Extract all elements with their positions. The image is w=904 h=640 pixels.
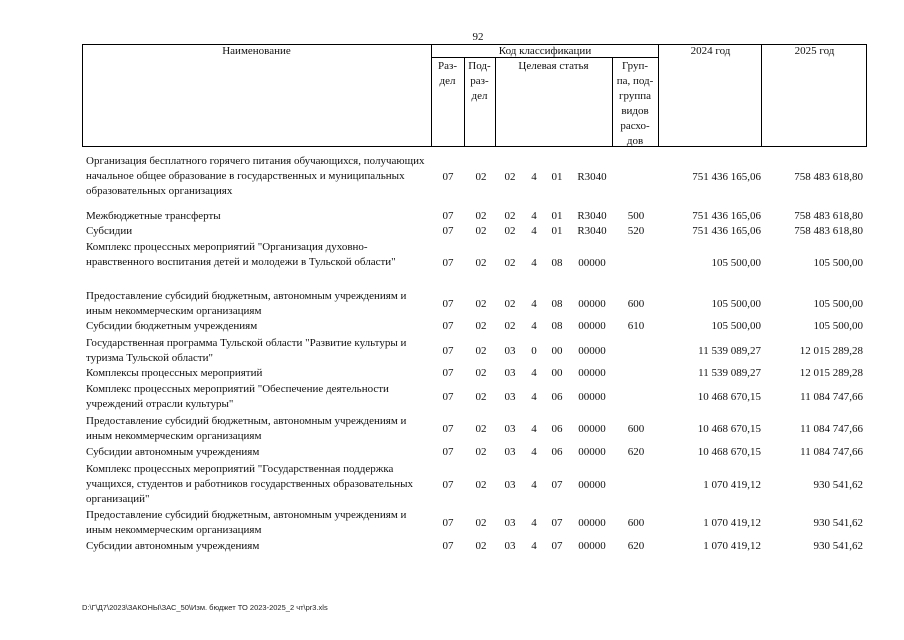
row-target-structure: 00 <box>551 367 563 379</box>
row-name: Субсидии бюджетным учреждениям <box>86 320 258 332</box>
row-target-structure: 06 <box>551 423 563 435</box>
row-name: Организация бесплатного горячего питания обучающихся, получающих начальное общее образование в государственных и муниципальных образовательных организациях <box>86 155 425 197</box>
row-name: Комплекс процессных мероприятий "Организация духовно-нравственного воспитания детей и молодежи в Тульской области" <box>86 241 396 268</box>
row-2025: 12 015 289,28 <box>799 345 863 357</box>
table-row <box>82 413 867 445</box>
row-target-structure: 08 <box>551 298 563 310</box>
row-2024: 10 468 670,15 <box>697 423 761 435</box>
row-2025: 105 500,00 <box>813 257 863 269</box>
row-target-structure: 07 <box>551 540 563 552</box>
row-target-type: 4 <box>531 171 537 183</box>
row-target-program: 03 <box>504 479 516 491</box>
table-row <box>82 538 867 553</box>
row-target-structure: 08 <box>551 257 563 269</box>
row-target-structure: 08 <box>551 320 563 332</box>
row-podrazdel: 02 <box>475 210 487 222</box>
row-razdel: 07 <box>442 345 454 357</box>
table-row <box>82 335 867 367</box>
row-name: Межбюджетные трансферты <box>86 210 221 222</box>
row-target-type: 4 <box>531 225 537 237</box>
row-target-program: 02 <box>504 210 516 222</box>
row-target-direction: 00000 <box>578 479 606 491</box>
table-row <box>82 444 867 459</box>
header-group-line: дов <box>626 135 644 147</box>
row-name: Субсидии <box>86 225 133 237</box>
row-target-type: 4 <box>531 517 537 529</box>
row-podrazdel: 02 <box>475 540 487 552</box>
row-target-type: 4 <box>531 446 537 458</box>
row-expense-type: 600 <box>627 423 645 435</box>
row-razdel: 07 <box>442 320 454 332</box>
row-razdel: 07 <box>442 517 454 529</box>
row-2025: 758 483 618,80 <box>794 210 863 222</box>
row-target-structure: 01 <box>551 171 563 183</box>
table-header <box>82 44 867 147</box>
row-razdel: 07 <box>442 391 454 403</box>
header-target: Целевая статья <box>518 60 589 72</box>
header-2024: 2024 год <box>690 45 731 57</box>
row-target-direction: 00000 <box>578 298 606 310</box>
row-target-type: 4 <box>531 298 537 310</box>
row-target-program: 02 <box>504 298 516 310</box>
header-razdel-line: Раз- <box>437 60 457 72</box>
row-target-direction: R3040 <box>577 210 607 222</box>
row-expense-type: 620 <box>627 446 645 458</box>
row-podrazdel: 02 <box>475 423 487 435</box>
row-razdel: 07 <box>442 423 454 435</box>
row-name: Предоставление субсидий бюджетным, автономным учреждениям и иным некоммерческим организациям <box>86 290 407 317</box>
header-divider <box>658 44 659 147</box>
table-row <box>82 288 867 320</box>
row-expense-type: 610 <box>627 320 645 332</box>
header-group-line: видов <box>621 105 649 117</box>
row-target-direction: 00000 <box>578 320 606 332</box>
row-podrazdel: 02 <box>475 479 487 491</box>
table-row <box>82 208 867 223</box>
row-podrazdel: 02 <box>475 446 487 458</box>
row-razdel: 07 <box>442 367 454 379</box>
row-2025: 930 541,62 <box>813 540 863 552</box>
header-right-border <box>866 44 867 147</box>
table-row <box>82 381 867 413</box>
row-2025: 11 084 747,66 <box>800 446 863 458</box>
row-podrazdel: 02 <box>475 298 487 310</box>
header-podrazdel-line: дел <box>471 90 488 102</box>
row-2024: 1 070 419,12 <box>703 517 761 529</box>
header-group-line: расхо- <box>620 120 650 132</box>
row-target-structure: 06 <box>551 446 563 458</box>
row-podrazdel: 02 <box>475 391 487 403</box>
row-podrazdel: 02 <box>475 345 487 357</box>
row-target-type: 4 <box>531 367 537 379</box>
row-expense-type: 620 <box>627 540 645 552</box>
table-row <box>82 223 867 238</box>
header-divider <box>761 44 762 147</box>
row-name: Предоставление субсидий бюджетным, автономным учреждениям и иным некоммерческим организациям <box>86 415 407 442</box>
row-target-structure: 01 <box>551 225 563 237</box>
row-target-type: 4 <box>531 257 537 269</box>
row-target-direction: 00000 <box>578 423 606 435</box>
row-target-type: 4 <box>531 423 537 435</box>
row-target-program: 03 <box>504 367 516 379</box>
row-target-structure: 07 <box>551 517 563 529</box>
header-name: Наименование <box>222 45 291 57</box>
row-target-direction: 00000 <box>578 367 606 379</box>
header-group-line: Груп- <box>621 60 649 72</box>
row-target-program: 02 <box>504 320 516 332</box>
row-2024: 105 500,00 <box>711 320 761 332</box>
row-2025: 758 483 618,80 <box>794 225 863 237</box>
row-2025: 105 500,00 <box>813 298 863 310</box>
row-target-direction: 00000 <box>578 446 606 458</box>
row-expense-type: 500 <box>627 210 645 222</box>
row-razdel: 07 <box>442 479 454 491</box>
row-2024: 1 070 419,12 <box>703 540 761 552</box>
row-name: Предоставление субсидий бюджетным, автономным учреждениям и иным некоммерческим организациям <box>86 509 407 536</box>
row-target-type: 4 <box>531 210 537 222</box>
row-target-program: 03 <box>504 345 516 357</box>
row-2024: 751 436 165,06 <box>692 210 761 222</box>
row-target-program: 02 <box>504 171 516 183</box>
row-razdel: 07 <box>442 446 454 458</box>
header-group-line: па, под- <box>616 75 654 87</box>
row-target-program: 03 <box>504 517 516 529</box>
row-target-program: 03 <box>504 423 516 435</box>
row-name: Субсидии автономным учреждениям <box>86 540 260 552</box>
row-2025: 758 483 618,80 <box>794 171 863 183</box>
row-2024: 751 436 165,06 <box>692 171 761 183</box>
row-target-program: 03 <box>504 446 516 458</box>
table-row <box>82 318 867 333</box>
row-podrazdel: 02 <box>475 257 487 269</box>
header-podrazdel <box>464 59 495 104</box>
row-target-direction: 00000 <box>578 540 606 552</box>
row-target-structure: 00 <box>551 345 563 357</box>
row-target-program: 03 <box>504 391 516 403</box>
row-target-direction: 00000 <box>578 391 606 403</box>
row-target-program: 02 <box>504 225 516 237</box>
row-target-type: 4 <box>531 320 537 332</box>
row-2024: 105 500,00 <box>711 298 761 310</box>
row-2024: 10 468 670,15 <box>697 446 761 458</box>
row-target-type: 4 <box>531 540 537 552</box>
row-podrazdel: 02 <box>475 225 487 237</box>
table-row <box>82 239 867 287</box>
header-razdel <box>431 59 464 89</box>
row-target-direction: 00000 <box>578 345 606 357</box>
header-bottom-border <box>82 146 867 147</box>
row-target-direction: R3040 <box>577 171 607 183</box>
row-razdel: 07 <box>442 298 454 310</box>
header-group <box>612 59 658 149</box>
row-target-structure: 06 <box>551 391 563 403</box>
file-path-footer: D:\Г\Д7\2023\ЗАКОНЫ\ЗАС_50\Изм. бюджет ТО 2023-2025_2 чт\pr3.xls <box>82 603 328 612</box>
row-target-direction: R3040 <box>577 225 607 237</box>
row-name: Комплексы процессных мероприятий <box>86 367 263 379</box>
header-group-line: группа <box>618 90 652 102</box>
header-podrazdel-line: Под- <box>468 60 491 72</box>
row-2024: 105 500,00 <box>711 257 761 269</box>
row-podrazdel: 02 <box>475 517 487 529</box>
table-row <box>82 461 867 509</box>
row-podrazdel: 02 <box>475 320 487 332</box>
table-row <box>82 507 867 539</box>
row-name: Комплекс процессных мероприятий "Обеспечение деятельности учреждений отрасли культуры" <box>86 383 389 410</box>
header-podrazdel-line: раз- <box>470 75 489 87</box>
row-2025: 11 084 747,66 <box>800 391 863 403</box>
row-target-program: 03 <box>504 540 516 552</box>
row-name: Государственная программа Тульской области "Развитие культуры и туризма Тульской области" <box>86 337 407 364</box>
row-2025: 930 541,62 <box>813 517 863 529</box>
row-target-type: 0 <box>531 345 537 357</box>
row-2025: 105 500,00 <box>813 320 863 332</box>
row-2024: 10 468 670,15 <box>697 391 761 403</box>
row-razdel: 07 <box>442 540 454 552</box>
page-number: 92 <box>472 31 484 43</box>
header-code: Код классификации <box>498 45 592 57</box>
row-name: Комплекс процессных мероприятий "Государственная поддержка учащихся, студентов и работников государственных образовательных организаций" <box>86 463 414 505</box>
table-row <box>82 365 867 380</box>
row-target-direction: 00000 <box>578 517 606 529</box>
row-razdel: 07 <box>442 257 454 269</box>
header-2025: 2025 год <box>794 45 835 57</box>
row-target-program: 02 <box>504 257 516 269</box>
row-target-structure: 01 <box>551 210 563 222</box>
row-2025: 930 541,62 <box>813 479 863 491</box>
row-target-type: 4 <box>531 391 537 403</box>
row-expense-type: 520 <box>627 225 645 237</box>
row-name: Субсидии автономным учреждениям <box>86 446 260 458</box>
row-2025: 12 015 289,28 <box>799 367 863 379</box>
row-expense-type: 600 <box>627 517 645 529</box>
row-target-direction: 00000 <box>578 257 606 269</box>
row-2024: 11 539 089,27 <box>698 367 761 379</box>
header-left-border <box>82 44 83 147</box>
row-razdel: 07 <box>442 171 454 183</box>
row-razdel: 07 <box>442 225 454 237</box>
header-razdel-line: дел <box>439 75 456 87</box>
row-2024: 11 539 089,27 <box>698 345 761 357</box>
row-expense-type: 600 <box>627 298 645 310</box>
row-razdel: 07 <box>442 210 454 222</box>
row-podrazdel: 02 <box>475 171 487 183</box>
table-row <box>82 152 867 200</box>
row-2024: 1 070 419,12 <box>703 479 761 491</box>
row-target-structure: 07 <box>551 479 563 491</box>
row-podrazdel: 02 <box>475 367 487 379</box>
row-target-type: 4 <box>531 479 537 491</box>
row-2024: 751 436 165,06 <box>692 225 761 237</box>
row-2025: 11 084 747,66 <box>800 423 863 435</box>
